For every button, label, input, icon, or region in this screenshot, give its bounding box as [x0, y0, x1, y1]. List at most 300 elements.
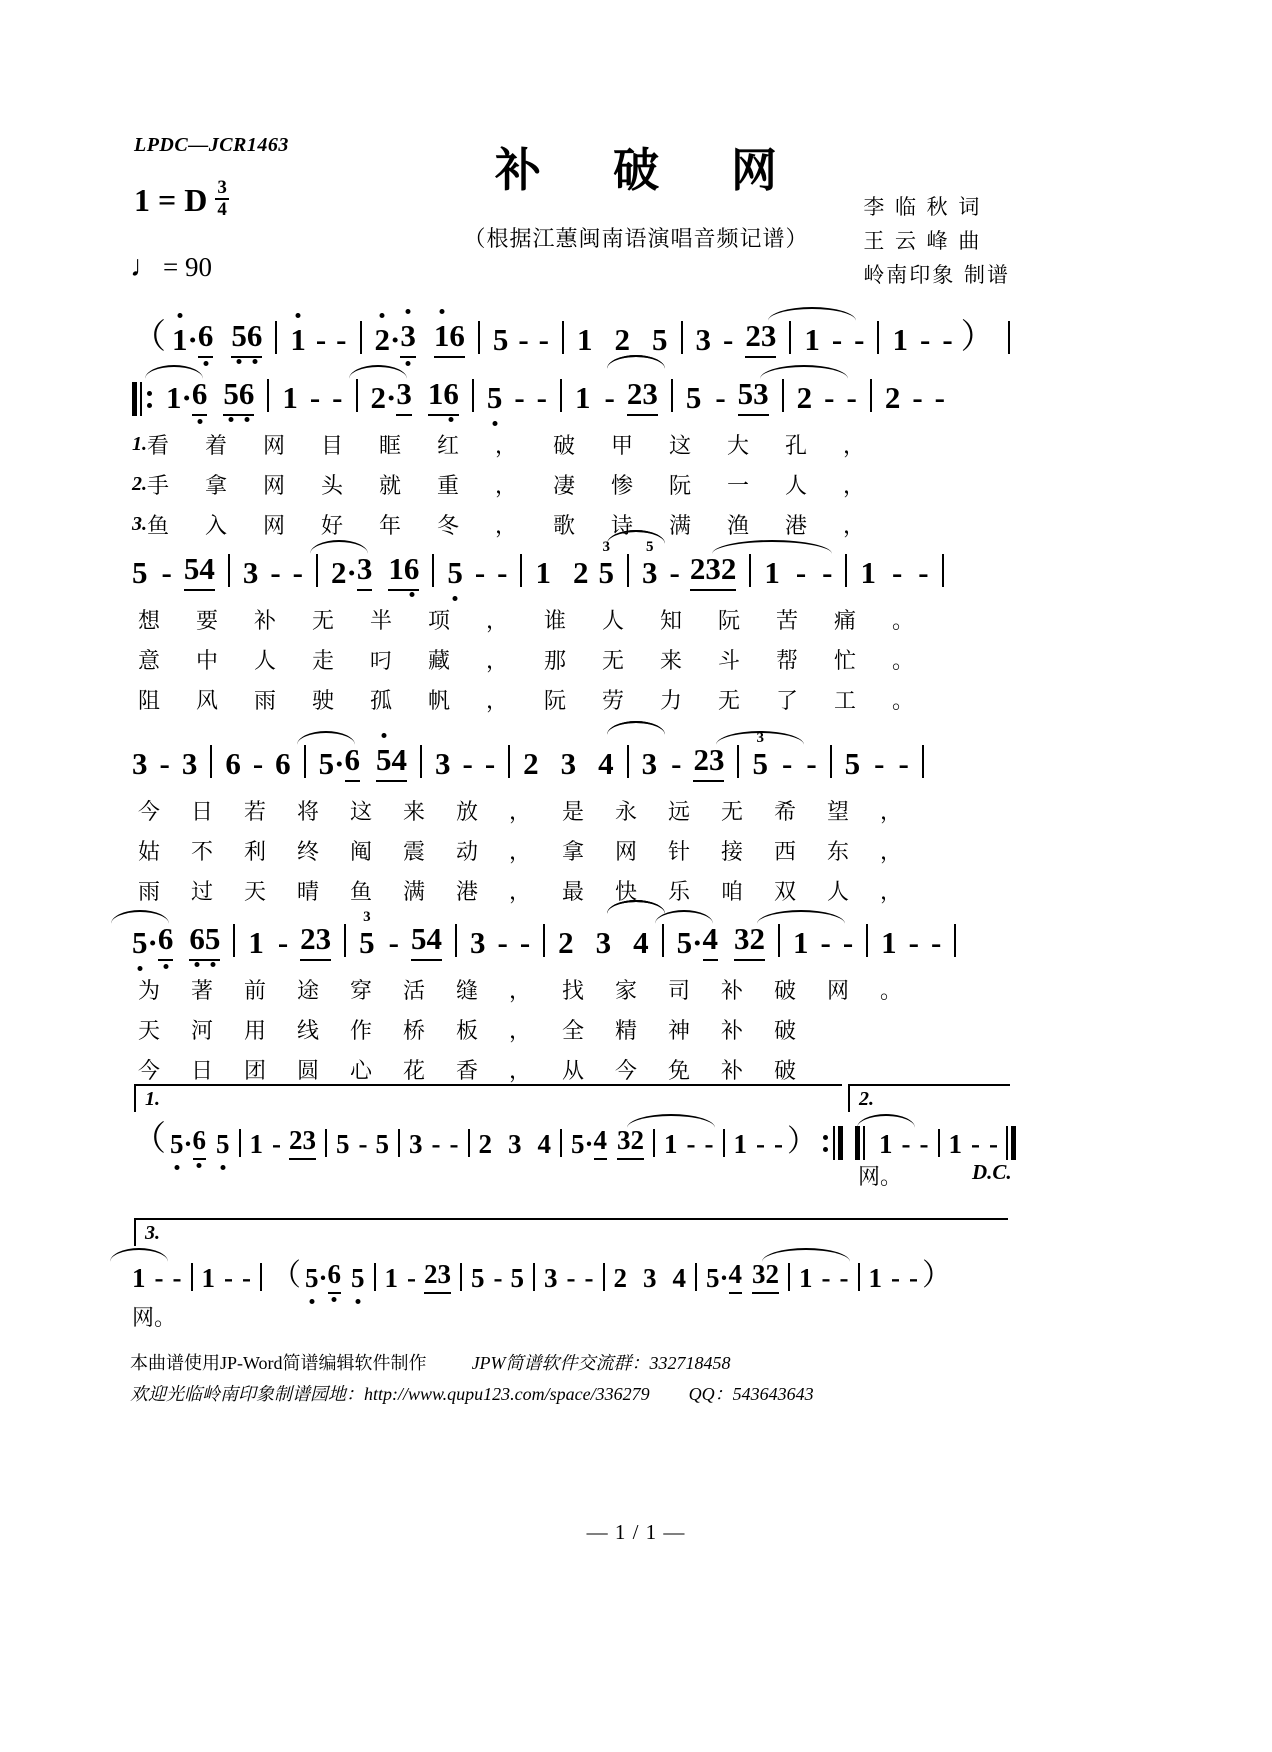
- beam-group: [424, 1259, 451, 1294]
- repeat-end-barline: [823, 1122, 843, 1160]
- lyric-row: [132, 424, 1140, 464]
- note: 4: [598, 746, 614, 781]
- note-dash: -: [407, 1263, 417, 1293]
- note: 4: [426, 921, 442, 956]
- note: 5: [685, 380, 702, 415]
- barline: [560, 1129, 562, 1157]
- note: 3: [641, 746, 658, 781]
- note-dash: -: [493, 1263, 503, 1293]
- beam-group: [693, 742, 724, 782]
- lyric-row: [132, 969, 1140, 1009]
- note-dash: -: [686, 1129, 696, 1159]
- note: 3: [437, 1259, 452, 1289]
- lyric-row: [132, 790, 1140, 830]
- quarter-note-icon: ♩: [130, 249, 160, 283]
- note: 3: [617, 1125, 631, 1155]
- barline: [210, 745, 212, 778]
- note: 2: [765, 1259, 780, 1289]
- note: 6: [246, 318, 263, 353]
- barline: [562, 321, 564, 354]
- barline: [858, 1263, 860, 1291]
- note: 2: [745, 318, 761, 353]
- verse-index: 1.: [132, 432, 147, 455]
- barline: [468, 1129, 470, 1157]
- note: 2: [523, 746, 539, 781]
- credits-block: [863, 190, 1010, 292]
- barline: [723, 1129, 725, 1157]
- note: 5: [336, 1129, 350, 1159]
- footer-qq-note: QQ：543643643: [688, 1383, 814, 1404]
- barline: [653, 1129, 655, 1157]
- note: 3: [760, 318, 777, 353]
- note: 2: [478, 1129, 493, 1159]
- barline: [508, 745, 510, 778]
- barline: [228, 554, 230, 587]
- note-dash: -: [388, 925, 399, 960]
- beam-group: [738, 376, 769, 416]
- note: 5: [844, 746, 861, 781]
- beam-group: [388, 551, 419, 591]
- note: 2: [289, 1125, 303, 1155]
- note: 4: [537, 1129, 552, 1159]
- note-dash: -: [161, 555, 172, 590]
- note-dash: -: [332, 380, 343, 415]
- note-dash: -: [898, 746, 909, 781]
- note-dash: -: [912, 380, 923, 415]
- note: 3: [708, 742, 725, 777]
- triplet-mark: 5: [645, 539, 654, 555]
- note-dash: -: [891, 1263, 901, 1293]
- note-dash: -: [671, 746, 682, 781]
- lyric-line: 今日团圆心花香，从今免补破: [138, 1058, 828, 1084]
- barline: [877, 321, 879, 354]
- note: 3: [695, 322, 711, 357]
- note: 5: [231, 318, 247, 353]
- beam-group: [752, 1259, 779, 1294]
- volta-label-3: 3.: [145, 1222, 160, 1244]
- note-dash: -: [584, 1263, 594, 1293]
- note: 3: [132, 746, 148, 781]
- note: 5: [706, 1263, 720, 1293]
- lyric-line: 阻风雨驶孤帆，阮劳力无了工。: [138, 688, 951, 714]
- barline: [681, 321, 683, 354]
- note-dash: -: [756, 1129, 766, 1159]
- catalog-number: LPDC—JCR1463: [134, 134, 289, 156]
- barline: [671, 379, 673, 412]
- note-row: （ 1 · 6 56 1 - - 2 · 3 16 5 - - 1 2 5 3 - 23 1 - - 1 - - ）: [132, 312, 1140, 358]
- note: 1: [860, 555, 876, 590]
- note: 5: [737, 376, 754, 411]
- barline: [191, 1263, 193, 1291]
- note: 3: [643, 1263, 657, 1293]
- note: 3 5: [752, 746, 768, 782]
- note: 5: [132, 925, 148, 961]
- lyric-row: [132, 464, 1140, 504]
- note: 2: [689, 551, 706, 586]
- note-dash: -: [431, 1129, 441, 1159]
- note-row: 1 - - 1 - - （ 5 · 6 5 1 - 23 5 - 5 3 - - 2 3 4 5 · 4 32 1 - - 1 - - ）: [132, 1248, 1140, 1294]
- note-dash: -: [821, 1263, 831, 1293]
- barline: [1008, 321, 1010, 354]
- note: 3: [753, 376, 769, 411]
- note-dash: -: [484, 746, 496, 781]
- slur: [607, 721, 665, 735]
- note: 1: [948, 1129, 963, 1159]
- note: 1: [290, 322, 306, 357]
- note: 1: [172, 322, 188, 357]
- note-row: （ 5 · 6 5 1 - 23 5 - 5 3 - - 2 3 4 5 · 4 32 1 - - 1 - - ） 1 - - 1 - -: [132, 1114, 1140, 1160]
- note: 3: [752, 1259, 766, 1289]
- volta-label-1: 1.: [145, 1088, 160, 1110]
- note: 6: [449, 318, 465, 353]
- repeat-start-barline: [132, 378, 152, 416]
- note-dash: -: [824, 380, 835, 415]
- note: 5: [571, 1129, 585, 1159]
- barline: [356, 379, 358, 412]
- note-dash: -: [462, 746, 473, 781]
- beam-group: [627, 376, 658, 416]
- note: 1: [427, 376, 444, 411]
- note: 1: [879, 1129, 893, 1160]
- note: 5: [492, 322, 509, 357]
- slur: [627, 1114, 715, 1128]
- footer-software-note: 本曲谱使用JP-Word简谱编辑软件制作: [130, 1353, 427, 1373]
- beam-group: [231, 318, 262, 358]
- note: 3: [396, 376, 412, 416]
- volta-bracket-1: [134, 1084, 842, 1112]
- lyric-row: [132, 639, 1140, 679]
- note: 2: [331, 555, 347, 591]
- note-dash: -: [781, 746, 793, 781]
- barline: [533, 1263, 535, 1291]
- note-dash: -: [842, 925, 854, 960]
- lyric-line: 鱼入网好年冬，歌诗满渔港，: [147, 513, 902, 539]
- barline: [275, 321, 277, 354]
- beam-group: [376, 742, 407, 782]
- note-dash: -: [874, 746, 885, 781]
- lyric-line: 雨过天晴鱼满港，最快乐咱双人，: [138, 879, 934, 905]
- note: 1: [733, 1129, 748, 1159]
- barline: [922, 745, 924, 778]
- lyric-row: [132, 1296, 1140, 1336]
- note-dash: -: [942, 322, 953, 357]
- barline: [520, 554, 522, 587]
- note-dash: -: [566, 1263, 576, 1293]
- note-dash: -: [723, 322, 734, 357]
- footer-line-2: [130, 1379, 814, 1410]
- note: 2: [558, 925, 574, 960]
- barline: [233, 924, 235, 957]
- note: 2: [720, 551, 737, 586]
- beam-group: [289, 1125, 316, 1160]
- volta-bracket-2: [848, 1084, 1010, 1112]
- note: 3: [508, 1129, 522, 1159]
- barline: [543, 924, 545, 957]
- volta-label-2: 2.: [859, 1088, 874, 1110]
- note: 3: [302, 1125, 317, 1155]
- lyric-row: [132, 830, 1140, 870]
- note: 2: [630, 1125, 645, 1155]
- note: 1: [664, 1129, 678, 1160]
- music-system-verse-c: [132, 730, 1140, 910]
- beam-group: [690, 551, 737, 591]
- barline: [316, 554, 318, 587]
- open-paren: （: [271, 1259, 301, 1292]
- note: 6: [443, 376, 459, 411]
- note: 1: [804, 322, 820, 358]
- music-system-endings-1-2: [132, 1114, 1140, 1160]
- note: 3: [734, 921, 750, 956]
- note-row: 5 - 54 3 - - 2 · 3 16 5 - - 1 2 3 5 5 3 - 232 1 - - 1 - -: [132, 545, 1140, 591]
- beam-group: [184, 551, 215, 591]
- beam-group: [428, 376, 459, 416]
- note: 1: [201, 1263, 215, 1293]
- footer-site-note: 欢迎光临岭南印象制谱园地：http://www.qupu123.com/space/336279: [130, 1383, 650, 1404]
- note: 2: [424, 1259, 438, 1289]
- note: 5: [375, 1129, 390, 1159]
- note: 5: [471, 1263, 485, 1293]
- note: 2: [626, 376, 643, 411]
- barline: [267, 379, 269, 412]
- barline: [455, 924, 457, 957]
- barline: [938, 1129, 940, 1157]
- lyric-row: [132, 1049, 1140, 1089]
- triplet-mark: 3: [363, 909, 371, 925]
- note: 2: [371, 380, 387, 416]
- note-dash: -: [358, 1129, 368, 1159]
- barline: [788, 1263, 790, 1291]
- beam-group: [617, 1125, 644, 1160]
- note: 4: [703, 921, 719, 961]
- note: 3: [560, 746, 577, 781]
- note: 4: [672, 1263, 687, 1293]
- note: 6: [193, 1125, 207, 1160]
- note: 2: [300, 921, 316, 956]
- note: 4: [633, 925, 649, 960]
- note-dash: -: [918, 555, 929, 590]
- note-dash: -: [497, 925, 508, 960]
- note-dash: -: [277, 925, 289, 960]
- verse-index: 2.: [132, 472, 147, 495]
- note-dash: -: [839, 1263, 849, 1293]
- lyric-line: 今日若将这来放，是永远无希望，: [138, 799, 934, 825]
- note: 1: [282, 380, 298, 415]
- note: 1: [388, 551, 404, 586]
- note: 1: [868, 1263, 883, 1293]
- note: 3: [181, 746, 198, 781]
- slur: [760, 365, 848, 379]
- note: 3: [544, 1263, 558, 1293]
- note: 1: [433, 318, 450, 353]
- note-dash: -: [908, 925, 919, 960]
- barline: [695, 1263, 697, 1291]
- note-dash: -: [715, 380, 726, 415]
- lyric-row: [132, 599, 1140, 639]
- barline: [942, 554, 944, 587]
- note: 3: [435, 746, 451, 781]
- beam-group: [189, 921, 220, 961]
- note: 3: [409, 1129, 423, 1159]
- note: 3: [595, 925, 612, 960]
- slur: [762, 1248, 850, 1262]
- music-system-verse-a: [132, 370, 1140, 544]
- note: 3: [242, 555, 259, 590]
- key-and-time-signature: [134, 177, 229, 223]
- note-dash: -: [519, 925, 531, 960]
- close-paren: ）: [922, 1259, 953, 1292]
- note: 5: [170, 1129, 184, 1159]
- note: 2: [613, 1263, 628, 1293]
- barline: [325, 1129, 327, 1157]
- note: 6: [192, 376, 208, 416]
- music-system-ending-3: [132, 1248, 1140, 1336]
- note: 5: [376, 742, 392, 777]
- note: 5: [351, 1263, 365, 1293]
- note-dash: -: [292, 555, 303, 590]
- note: 3: [642, 376, 658, 411]
- note-dash: -: [669, 555, 680, 590]
- note-dash: -: [242, 1263, 251, 1293]
- lyric-row: [132, 1009, 1140, 1049]
- barline: [845, 554, 847, 587]
- note-dash: -: [252, 746, 264, 781]
- music-system-intro: [132, 312, 1140, 358]
- music-system-verse-d: [132, 909, 1140, 1089]
- transcriber-credit: 岭南印象 制谱: [863, 263, 1010, 288]
- note: 6: [403, 551, 420, 586]
- note-dash: -: [971, 1129, 981, 1159]
- note-dash: -: [806, 746, 817, 781]
- note-dash: -: [336, 322, 347, 357]
- lyric-row: [132, 679, 1140, 719]
- note-dash: -: [891, 555, 903, 590]
- close-paren: ）: [960, 319, 995, 356]
- note: 1: [793, 925, 809, 961]
- note: 2: [614, 322, 630, 357]
- barline: [460, 1263, 462, 1291]
- triplet-mark: 3: [756, 730, 764, 746]
- note-dash: -: [315, 322, 327, 357]
- close-paren: ）: [787, 1125, 818, 1158]
- beam-group: [223, 376, 254, 416]
- note-dash: -: [154, 1263, 164, 1293]
- note: 3: [705, 551, 721, 586]
- barline: [870, 379, 872, 412]
- note: 2: [572, 555, 589, 590]
- note: 5: [510, 1263, 525, 1293]
- note-dash: -: [538, 322, 549, 357]
- barline: [830, 745, 832, 778]
- barline: [304, 745, 306, 778]
- note: 3: [357, 551, 373, 591]
- note: 2: [749, 921, 765, 956]
- note-dash: -: [919, 1129, 929, 1159]
- note: 4: [199, 551, 215, 586]
- barline: [954, 924, 956, 957]
- barline: [662, 924, 664, 957]
- time-signature-denominator: 4: [217, 198, 227, 220]
- barline: [360, 321, 362, 354]
- tempo-value: = 90: [163, 252, 212, 282]
- note-dash: -: [449, 1129, 459, 1159]
- note: 4: [391, 742, 407, 777]
- note: 2: [884, 380, 901, 415]
- note: 5: [652, 322, 668, 357]
- barline: [344, 924, 346, 957]
- barline: [374, 1263, 376, 1291]
- note: 1: [249, 1129, 264, 1159]
- lyric-line: 手拿网头就重，凄惨阮一人，: [147, 473, 902, 499]
- key-signature: 1 = D: [134, 182, 208, 218]
- note: 5: [183, 551, 200, 586]
- note: 5: [216, 1129, 230, 1159]
- barline: [478, 321, 480, 354]
- note: 5: [305, 1263, 319, 1293]
- footer-block: [130, 1348, 814, 1410]
- barline: [472, 379, 474, 412]
- note: 5: [677, 925, 693, 961]
- note-dash: -: [309, 380, 321, 415]
- volta-bracket-3: [134, 1218, 1008, 1246]
- barline: [603, 1263, 605, 1291]
- note-dash: -: [518, 322, 529, 357]
- footer-line-1: [130, 1348, 814, 1379]
- note: 6: [345, 742, 361, 782]
- note: 5 3: [641, 539, 658, 590]
- composer-credit: 王 云 峰 曲: [863, 229, 982, 254]
- note-dash: -: [854, 322, 865, 357]
- ending-2-lyric: 网。: [858, 1165, 903, 1190]
- note: 1: [881, 925, 897, 960]
- note: 1: [535, 555, 551, 590]
- footer-group-note: JPW简谱软件交流群：332718458: [471, 1353, 731, 1373]
- beam-group: [434, 318, 465, 358]
- note: 1: [132, 1263, 146, 1294]
- note-dash: -: [846, 380, 857, 415]
- slur: [768, 307, 856, 321]
- barline: [789, 321, 791, 354]
- note: 5: [204, 921, 221, 956]
- note-dash: -: [901, 1129, 911, 1159]
- final-barline: [1006, 1122, 1016, 1160]
- open-paren: （: [132, 1121, 166, 1158]
- note-dash: -: [795, 555, 807, 590]
- note-dash: -: [536, 380, 547, 415]
- note: 5: [486, 380, 503, 415]
- note: 1: [577, 322, 593, 357]
- ending-3-lyric: 网。: [132, 1305, 177, 1331]
- beam-group: [734, 921, 765, 961]
- beam-group: [745, 318, 776, 358]
- note-dash: -: [822, 555, 833, 590]
- note-dash: -: [930, 925, 942, 960]
- note-dash: -: [919, 322, 931, 357]
- slur: [716, 731, 804, 745]
- slur: [110, 1248, 168, 1262]
- barline: [627, 554, 629, 587]
- tempo-marking: [130, 249, 212, 283]
- beam-group: [411, 921, 442, 961]
- subtitle: （根据江蕙闽南语演唱音频记谱）: [463, 227, 809, 252]
- beam-group: [300, 921, 331, 961]
- note-dash: -: [270, 555, 281, 590]
- note: 1: [166, 380, 182, 416]
- note: 3 5: [598, 539, 614, 590]
- note: 1: [384, 1263, 399, 1293]
- note-row: 1 · 6 56 1 - - 2 · 3 16 5 - - 1 - 23 5 - 53 2 - - 2 - -: [132, 370, 1140, 416]
- barline: [627, 745, 629, 778]
- note-dash: -: [820, 925, 831, 960]
